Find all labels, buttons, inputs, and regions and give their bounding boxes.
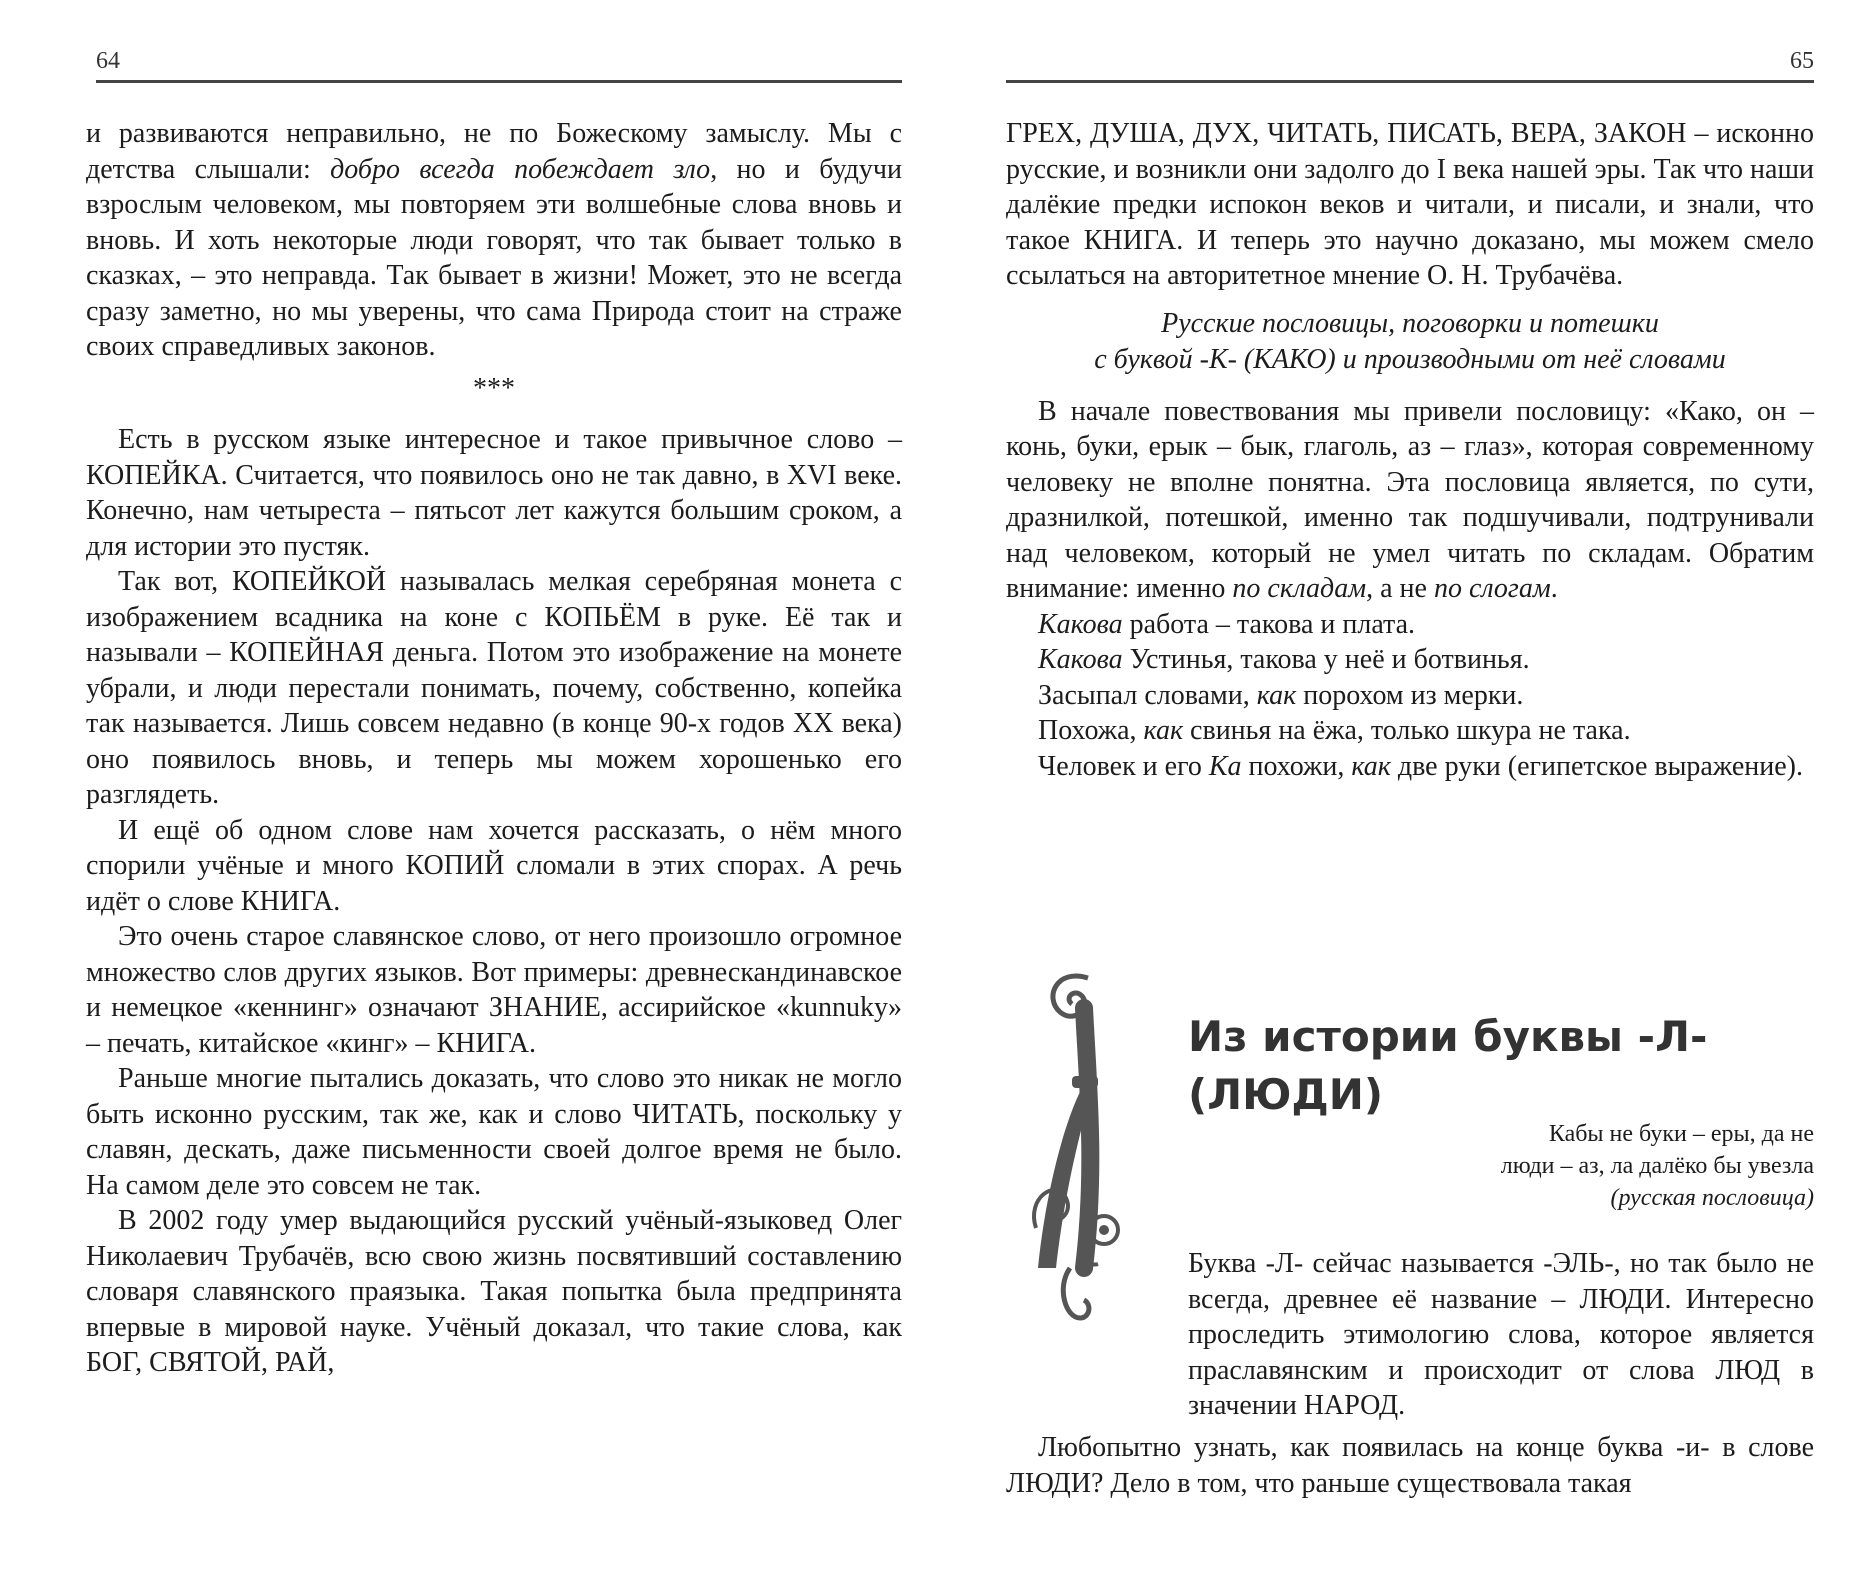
italic-phrase: по слогам <box>1433 573 1551 604</box>
text-run: Похожа, <box>1038 715 1144 746</box>
paragraph <box>86 116 902 365</box>
paragraph: Раньше многие пытались доказать, что слово это никак не могло быть исконно русским, так же, как и слово ЧИТАТЬ, поскольку у славян, дескать, даже письменности своей долгое время не было. На самом деле это совсем не так. <box>86 1063 902 1201</box>
epigraph <box>1394 1118 1814 1214</box>
text-run: Человек и его <box>1038 750 1209 782</box>
italic-phrase: добро всегда побеждает зло <box>330 153 711 185</box>
header-rule-left <box>96 80 902 83</box>
text-run: порохом из мерки. <box>1296 679 1524 711</box>
paragraph: Буква -Л- сейчас называется -ЭЛЬ-, но так было не всегда, древнее её название – ЛЮДИ. Интересно проследить этимологию слова, которое является праславянским и происходит от слова ЛЮД в значении НАРОД. <box>1188 1248 1814 1421</box>
sayings-list <box>1006 607 1814 785</box>
saying <box>1006 678 1814 714</box>
text-run: , но и будучи взрослым человеком, мы повторяем эти волшебные слова вновь и вновь. И хоть некоторые люди говорят, что так бывает только в сказках, – это неправда. Так бывает в жизни! Может, это не всегда сразу заметно, но мы уверены, что сама Природа стоит на страже своих справедливых законов. <box>86 153 902 362</box>
section-title <box>1188 1008 1707 1124</box>
subtitle-line: Русские пословицы, поговорки и потешки <box>1161 307 1659 339</box>
right-page-text <box>1006 116 1814 784</box>
saying <box>1006 607 1814 643</box>
text-run: . <box>1550 573 1558 604</box>
saying <box>1006 749 1814 785</box>
paragraph: Любопытно узнать, как появилась на конце буква -и- в слове ЛЮДИ? Дело в том, что раньше существовала такая <box>1006 1432 1814 1499</box>
title-line: (ЛЮДИ) <box>1188 1070 1384 1119</box>
title-line: Из истории буквы -Л- <box>1188 1012 1708 1061</box>
italic-word: Какова <box>1038 644 1123 675</box>
text-run: две руки (египетское выражение). <box>1390 750 1803 782</box>
paragraph: Так вот, КОПЕЙКОЙ называлась мелкая серебряная монета с изображением всадника на коне с КОПЬЁМ в руке. Её так и называли – КОПЕЙНАЯ деньга. Потом это изображение на монете убрали, и люди перестали понимать, почему, собственно, копейка так называется. Лишь совсем недавно (в конце 90-х годов XX века) оно появилось вновь, и теперь мы можем хорошенько его разглядеть. <box>86 566 902 810</box>
italic-word: как <box>1351 750 1391 782</box>
paragraph: Это очень старое славянское слово, от него произошло огромное множество слов других языков. Вот примеры: древнескандинавское и немецкое «кеннинг» означают ЗНАНИЕ, ассирийское «kunnuky» – печать, китайское «кинг» – КНИГА. <box>86 921 902 1059</box>
section-separator: *** <box>473 372 515 404</box>
italic-word: как <box>1143 715 1184 746</box>
text-run: , а не <box>1366 573 1434 604</box>
saying <box>1006 642 1814 678</box>
text-run: работа – такова и плата. <box>1122 608 1416 640</box>
paragraph: В 2002 году умер выдающийся русский учёный-языковед Олег Николаевич Трубачёв, всю свою жизнь посвятивший составлению словаря славянского праязыка. Такая попытка была предпринята впервые в мировой науке. Учёный доказал, что такие слова, как БОГ, СВЯТОЙ, РАЙ, <box>86 1205 902 1378</box>
text-run: похожи, <box>1241 750 1352 782</box>
ornamental-letter-l-icon <box>1026 968 1136 1338</box>
epigraph-source: (русская пословица) <box>1610 1185 1814 1211</box>
text-run: и развиваются неправильно, не по Божескому замыслу. Мы с детства слышали: <box>86 118 902 185</box>
subsection-title <box>1006 306 1814 378</box>
left-page-text <box>86 116 902 1381</box>
saying <box>1006 713 1814 749</box>
page-number-right: 65 <box>1790 48 1814 74</box>
text-run: Устинья, такова у неё и ботвинья. <box>1122 644 1530 675</box>
italic-word: как <box>1256 679 1297 711</box>
page-number-left: 64 <box>96 48 120 74</box>
header-rule-right <box>1006 80 1814 83</box>
epigraph-line: люди – аз, ла далёко бы увезла <box>1500 1153 1814 1179</box>
italic-word: Какова <box>1038 608 1123 640</box>
italic-word: Ка <box>1208 750 1242 782</box>
text-run: Засыпал словами, <box>1038 679 1257 711</box>
epigraph-line: Кабы не буки – еры, да не <box>1548 1121 1814 1147</box>
paragraph <box>1006 394 1814 607</box>
text-run: свинья на ёжа, только шкура не така. <box>1183 715 1631 746</box>
paragraph: И ещё об одном слове нам хочется рассказать, о нём много спорили учёные и много КОПИЙ сломали в этих спорах. А речь идёт о слове КНИГА. <box>86 814 902 917</box>
paragraph: ГРЕХ, ДУША, ДУХ, ЧИТАТЬ, ПИСАТЬ, ВЕРА, ЗАКОН – исконно русские, и возникли они задолго до I века нашей эры. Так что наши далёкие предки испокон веков и читали, и писали, и знали, что такое КНИГА. И теперь это научно доказано, мы можем смело ссылаться на авторитетное мнение О. Н. Трубачёва. <box>1006 118 1814 291</box>
text-run: В начале повествования мы привели пословицу: «Како, он – конь, буки, ерык – бык, глаголь, аз – глаз», которая современному человеку не вполне понятна. Эта пословица является, по сути, дразнилкой, потешкой, именно так подшучивали, подтрунивали над человеком, который не умел читать по складам. Обратим внимание: именно <box>1006 395 1814 604</box>
paragraph: Есть в русском языке интересное и такое привычное слово – КОПЕЙКА. Считается, что появилось оно не так давно, в XVI веке. Конечно, нам четыреста – пятьсот лет кажутся большим сроком, а для истории это пустяк. <box>86 424 902 562</box>
subtitle-line: с буквой -К- (КАКО) и производными от неё словами <box>1094 343 1726 375</box>
italic-phrase: по складам <box>1232 573 1367 604</box>
